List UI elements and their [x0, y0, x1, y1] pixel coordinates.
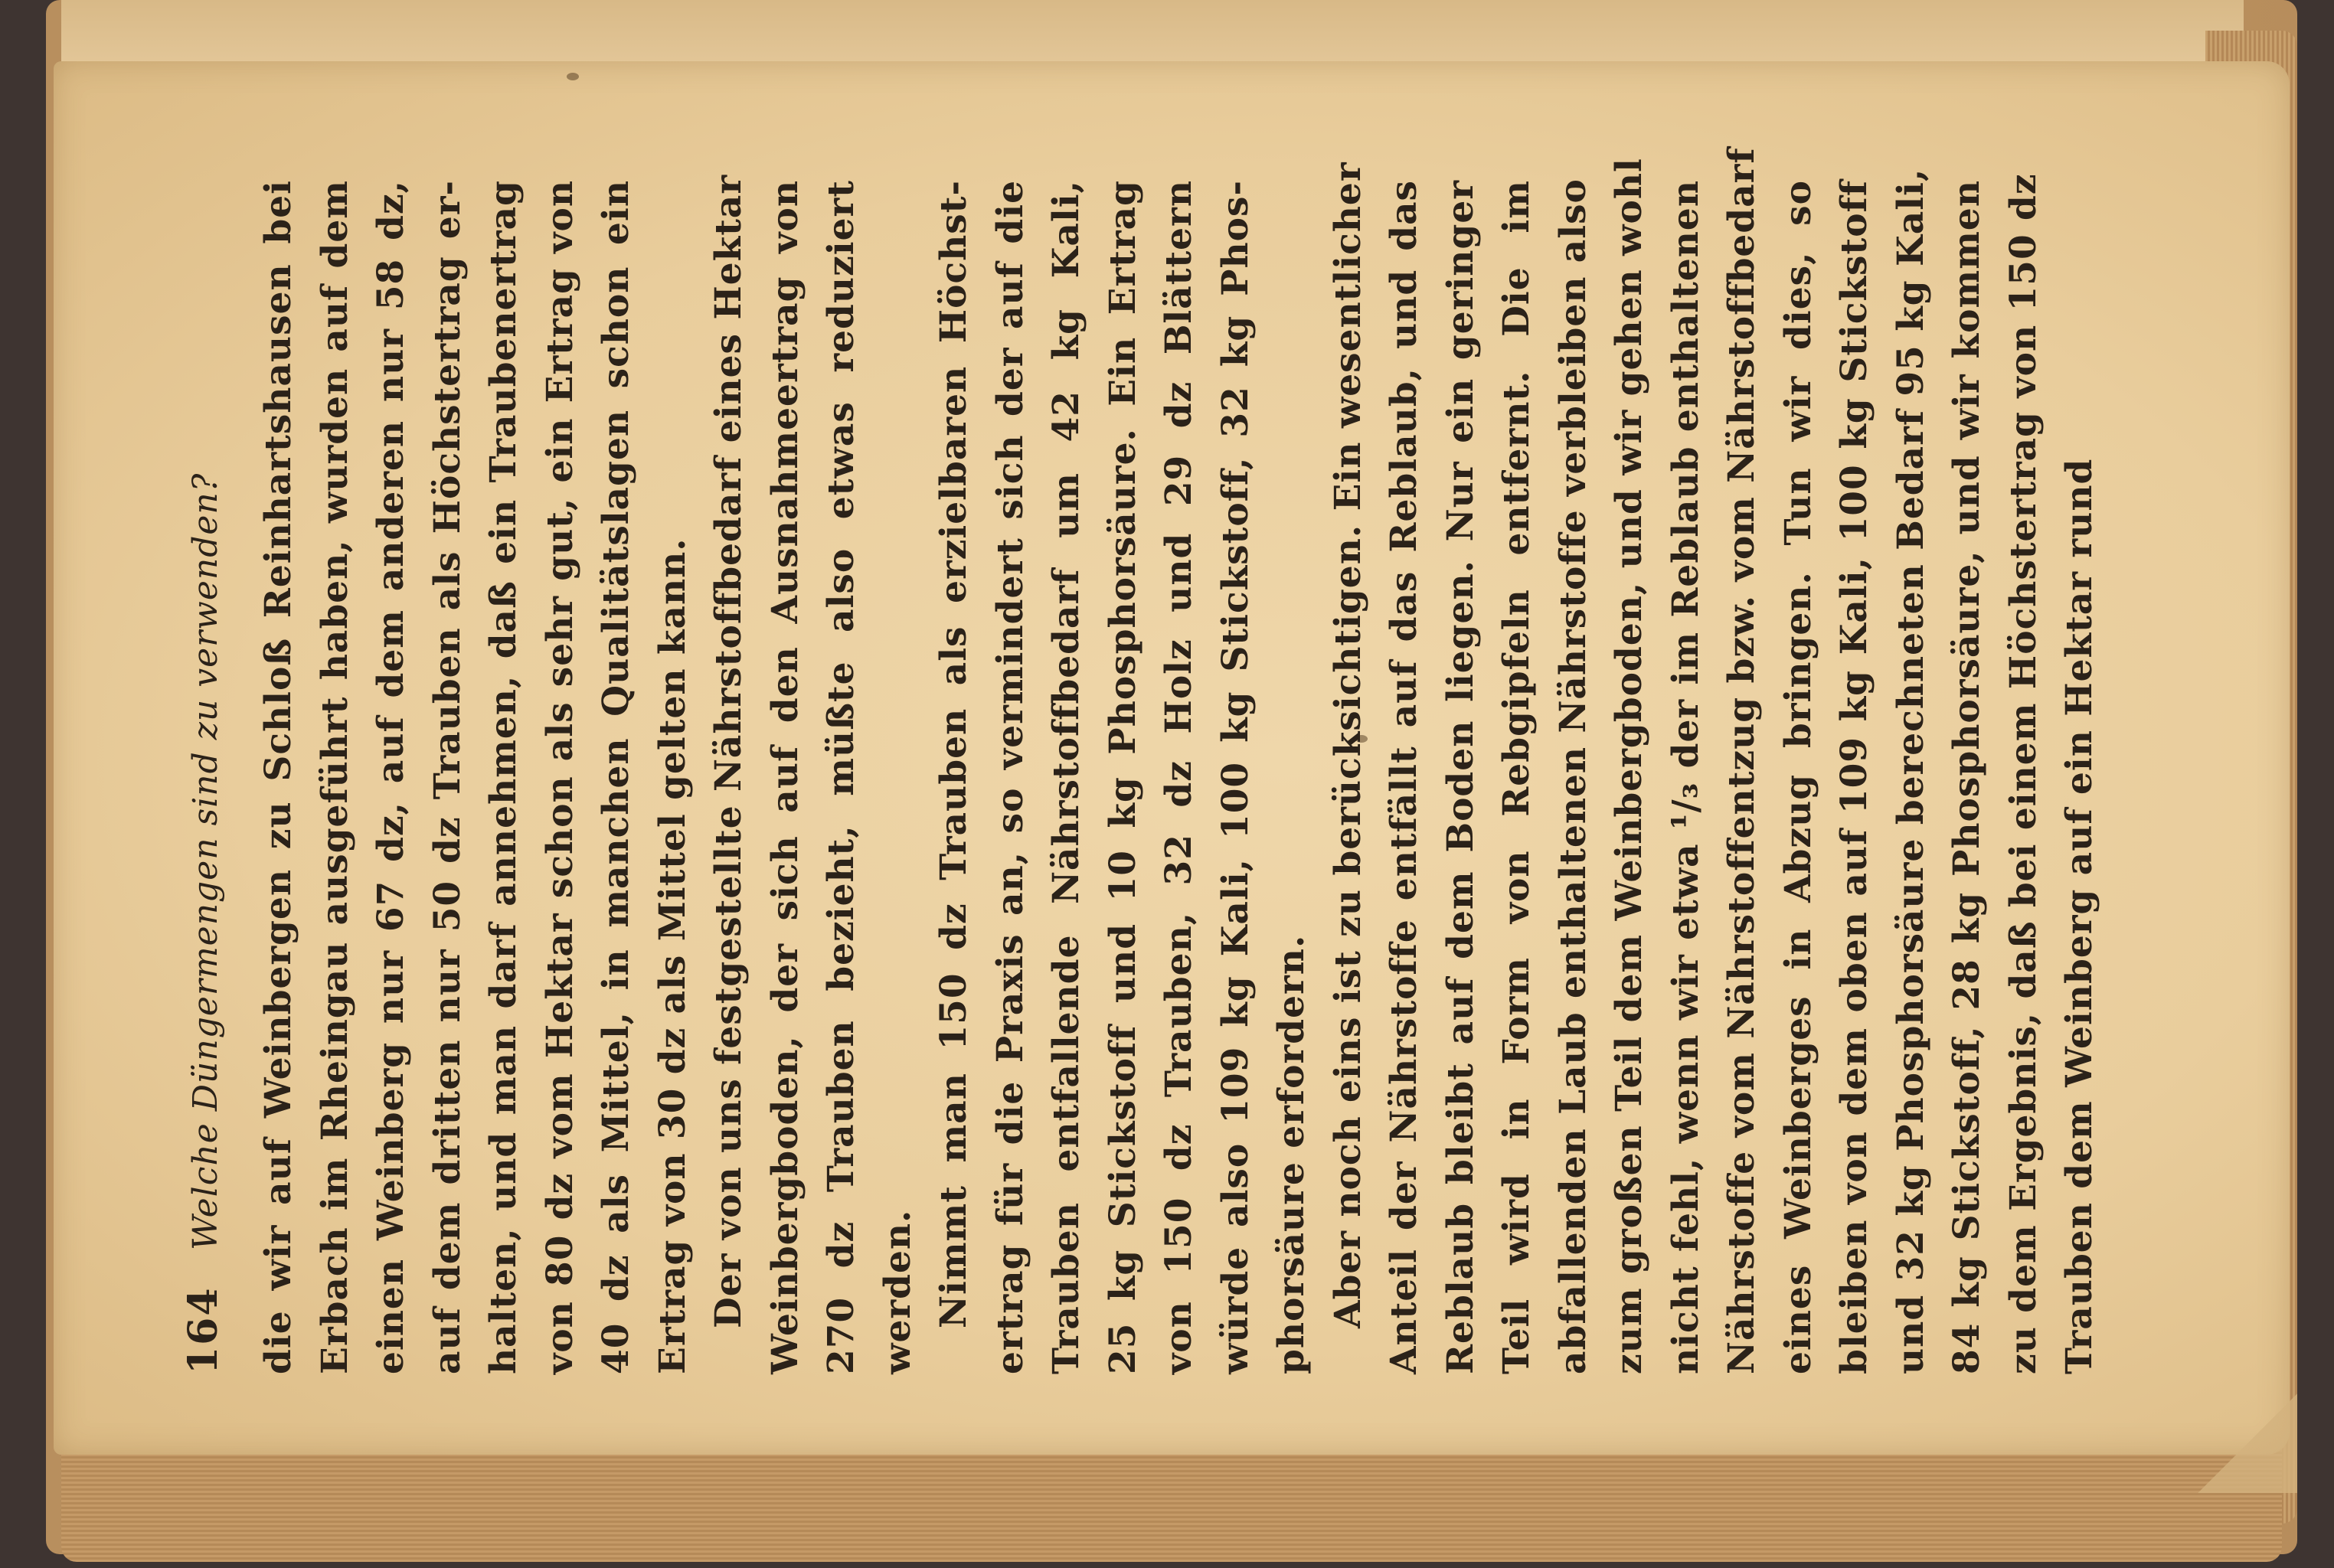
- text-line: Weinbergboden, der sich auf den Ausnahmeertrag von: [763, 180, 806, 1374]
- text-line: ertrag für die Praxis an, so vermindert sich der auf die: [989, 180, 1031, 1374]
- text-line: Der von uns festgestellte Nährstoffbedarf eines Hektar: [708, 174, 750, 1328]
- text-line: auf dem dritten nur 50 dz Trauben als Höchstertrag er-: [426, 180, 469, 1374]
- text-line: Erbach im Rheingau ausgeführt haben, wurden auf dem: [313, 180, 356, 1374]
- text-line: Ertrag von 30 dz als Mittel gelten kann.: [651, 537, 694, 1374]
- text-line: nicht fehl, wenn wir etwa ¹/₃ der im Reblaub enthaltenen: [1664, 180, 1707, 1374]
- text-line: und 32 kg Phosphorsäure berechneten Bedarf 95 kg Kali,: [1889, 168, 1932, 1374]
- body-text: [250, 147, 2108, 1374]
- text-line: eines Weinberges in Abzug bringen. Tun wir dies, so: [1777, 180, 1819, 1374]
- page-heading: Welche Düngermengen sind zu verwenden?: [186, 472, 225, 1250]
- text-line: abfallenden Laub enthaltenen Nährstoffe verbleiben also: [1551, 178, 1594, 1374]
- page-text-block: [180, 147, 2148, 1374]
- text-line: Trauben entfallende Nährstoffbedarf um 42 kg Kali,: [1045, 180, 1087, 1374]
- text-line: 270 dz Trauben bezieht, müßte also etwas reduziert: [820, 180, 862, 1374]
- text-line: Teil wird in Form von Rebgipfeln entfernt. Die im: [1496, 180, 1538, 1374]
- text-line: 84 kg Stickstoff, 28 kg Phosphorsäure, und wir kommen: [1946, 180, 1988, 1374]
- text-line: von 80 dz vom Hektar schon als sehr gut, ein Ertrag von: [538, 180, 581, 1374]
- dog-ear-corner: [2198, 1393, 2297, 1493]
- text-line: bleiben von dem oben auf 109 kg Kali, 100 kg Stickstoff: [1833, 180, 1875, 1374]
- text-line: Nimmt man 150 dz Trauben als erzielbaren Höchst-: [933, 180, 975, 1328]
- running-head: [180, 180, 234, 1374]
- text-line: zu dem Ergebnis, daß bei einem Höchstertrag von 150 dz: [2002, 173, 2045, 1374]
- page-number: 164: [180, 1286, 227, 1374]
- text-line: Anteil der Nährstoffe entfällt auf das Reblaub, und das: [1383, 180, 1425, 1374]
- ink-spot: [567, 73, 579, 80]
- text-line: zum großen Teil dem Weinbergboden, und wir gehen wohl: [1608, 158, 1650, 1374]
- text-line: 25 kg Stickstoff und 10 kg Phosphorsäure. Ein Ertrag: [1101, 180, 1144, 1374]
- text-line: Nährstoffe vom Nährstoffentzug bzw. vom Nährstoffbedarf: [1721, 147, 1763, 1374]
- text-line: werden.: [876, 1209, 919, 1374]
- text-line: Aber noch eins ist zu berücksichtigen. Ein wesentlicher: [1326, 162, 1369, 1328]
- text-line: Reblaub bleibt auf dem Boden liegen. Nur ein geringer: [1439, 180, 1482, 1374]
- text-line: von 150 dz Trauben, 32 dz Holz und 29 dz Blättern: [1158, 180, 1200, 1374]
- text-line: 40 dz als Mittel, in manchen Qualitätslagen schon ein: [595, 180, 637, 1374]
- text-line: Trauben dem Weinberg auf ein Hektar rund: [2058, 458, 2100, 1374]
- text-line: halten, und man darf annehmen, daß ein Traubenertrag: [482, 180, 525, 1374]
- text-line: würde also 109 kg Kali, 100 kg Stickstoff, 32 kg Phos-: [1214, 180, 1257, 1374]
- text-line: phorsäure erfordern.: [1270, 934, 1312, 1374]
- text-line: die wir auf Weinbergen zu Schloß Reinhartshausen bei: [257, 180, 299, 1374]
- text-line: einen Weinberg nur 67 dz, auf dem anderen nur 58 dz,: [370, 180, 412, 1374]
